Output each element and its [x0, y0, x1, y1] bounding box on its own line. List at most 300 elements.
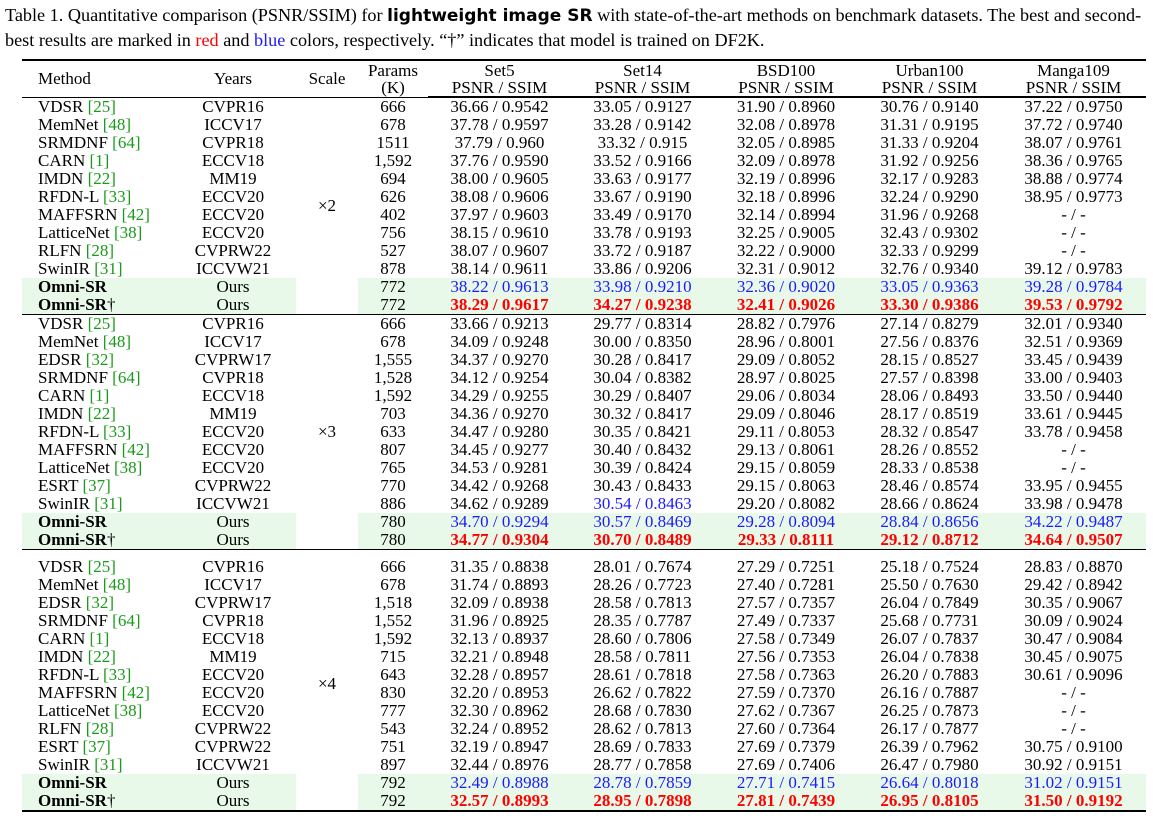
table-row	[22, 423, 1146, 441]
params-cell: 1,518	[373, 594, 413, 612]
metric-cell: 29.77 / 0.8314	[593, 314, 692, 333]
metric-cell: 30.39 / 0.8424	[593, 459, 692, 477]
method-name: SwinIR	[38, 260, 90, 278]
method-cell	[22, 441, 170, 459]
metric-cell: 39.28 / 0.9784	[1001, 278, 1146, 296]
method-cell	[22, 170, 170, 188]
metric-cell: 31.31 / 0.9195	[880, 116, 979, 134]
method-cell	[22, 684, 170, 702]
metric-cell: 32.05 / 0.8985	[736, 134, 836, 152]
years-cell: ECCV18	[201, 387, 265, 405]
metric-cell: 28.62 / 0.7813	[593, 720, 692, 738]
metric-cell: 28.68 / 0.7830	[593, 702, 692, 720]
method-name: Omni-SR	[38, 278, 107, 296]
metric-cell: 32.01 / 0.9340	[1024, 314, 1123, 333]
method-citation: [32]	[85, 594, 115, 612]
years-cell: ECCV20	[201, 423, 265, 441]
method-name: VDSR	[38, 314, 84, 333]
metric-cell: 32.31 / 0.9012	[736, 260, 836, 278]
metric-cell: 33.63 / 0.9177	[593, 170, 692, 188]
metric-cell: 34.22 / 0.9487	[1001, 513, 1146, 531]
method-cell	[22, 513, 170, 531]
metric-cell: 26.16 / 0.7887	[880, 684, 979, 702]
metric-cell: 38.08 / 0.9606	[450, 188, 549, 206]
method-cell	[22, 612, 170, 630]
metric-cell: 32.28 / 0.8957	[450, 666, 549, 684]
method-name: ESRT	[38, 477, 79, 495]
table-row	[22, 134, 1146, 152]
metric-cell: 32.57 / 0.8993	[428, 792, 571, 810]
method-name: ESRT	[38, 738, 79, 756]
method-name: VDSR	[38, 97, 84, 116]
metric-cell: 26.62 / 0.7822	[593, 684, 692, 702]
metric-cell: 34.27 / 0.9238	[571, 296, 714, 315]
table-row	[22, 594, 1146, 612]
metric-cell: 30.75 / 0.9100	[1024, 738, 1123, 756]
metric-cell: 30.35 / 0.9067	[1024, 594, 1123, 612]
metric-cell: 28.26 / 0.7723	[593, 576, 692, 594]
metric-cell: 27.69 / 0.7379	[736, 738, 836, 756]
metric-cell: 32.30 / 0.8962	[450, 702, 549, 720]
metric-cell: 26.17 / 0.7877	[880, 720, 979, 738]
metric-cell: 32.24 / 0.9290	[880, 188, 979, 206]
years-cell: MM19	[209, 405, 257, 423]
caption-part2: with state-of-the-art methods on benchmark datasets. The best and second-best results are marked in	[5, 5, 1142, 50]
years-cell: CVPRW17	[194, 594, 272, 612]
metric-cell: 27.56 / 0.8376	[880, 333, 979, 351]
years-cell: ECCV18	[201, 630, 265, 648]
years-cell: CVPRW22	[194, 738, 272, 756]
metric-cell: 27.56 / 0.7353	[736, 648, 836, 666]
method-citation: [1]	[89, 387, 110, 405]
metric-cell: 30.29 / 0.8407	[593, 387, 692, 405]
params-cell: 678	[380, 576, 406, 594]
params-cell: 780	[358, 531, 428, 550]
method-name: RFDN-L	[38, 423, 99, 441]
metric-cell: 31.50 / 0.9192	[1001, 792, 1146, 810]
method-cell	[22, 423, 170, 441]
caption-bold: lightweight image SR	[387, 6, 593, 26]
params-cell: 666	[380, 97, 406, 116]
metric-cell: 27.57 / 0.8398	[880, 369, 979, 387]
method-cell	[22, 495, 170, 513]
years-cell: ECCV20	[201, 224, 265, 242]
metric-cell: 32.09 / 0.8978	[736, 152, 836, 170]
method-name: Omni-SR	[38, 531, 107, 549]
method-citation: [25]	[87, 314, 116, 333]
metric-cell: 27.29 / 0.7251	[736, 557, 836, 576]
method-citation: [37]	[82, 477, 111, 495]
metric-cell: 29.15 / 0.8059	[736, 459, 836, 477]
method-citation: [38]	[114, 224, 143, 242]
years-cell: ECCV20	[201, 666, 265, 684]
table-row	[22, 531, 1146, 550]
caption-part3: colors, respectively. “†” indicates that model is trained on DF2K.	[285, 30, 765, 50]
results-table-wrapper	[22, 59, 1146, 812]
metric-cell: 28.60 / 0.7806	[593, 630, 692, 648]
metric-cell: 31.02 / 0.9151	[1001, 774, 1146, 792]
metric-cell: 30.40 / 0.8432	[593, 441, 692, 459]
metric-cell: 28.26 / 0.8552	[880, 441, 979, 459]
metric-cell: 38.36 / 0.9765	[1024, 152, 1123, 170]
years-cell: ECCV20	[201, 459, 265, 477]
method-citation: [64]	[112, 369, 141, 387]
method-name: SRMDNF	[38, 134, 108, 152]
metric-cell: 34.64 / 0.9507	[1001, 531, 1146, 550]
metric-cell: 28.84 / 0.8656	[858, 513, 1001, 531]
params-cell: 878	[380, 260, 406, 278]
table-row	[22, 98, 1146, 117]
metric-cell: 38.95 / 0.9773	[1024, 188, 1123, 206]
years-cell: ECCV20	[201, 441, 265, 459]
metric-cell: 33.78 / 0.9193	[593, 224, 692, 242]
metric-cell: 29.09 / 0.8052	[736, 351, 836, 369]
method-cell	[22, 134, 170, 152]
metric-cell: 33.32 / 0.915	[597, 134, 688, 152]
params-cell: 543	[380, 720, 406, 738]
method-cell	[22, 459, 170, 477]
table-row	[22, 774, 1146, 792]
metric-cell: 38.88 / 0.9774	[1024, 170, 1123, 188]
table-row	[22, 315, 1146, 334]
metric-cell: 33.00 / 0.9403	[1024, 369, 1123, 387]
metric-cell: 27.49 / 0.7337	[736, 612, 836, 630]
metric-cell: 33.66 / 0.9213	[450, 314, 549, 333]
metric-cell: 30.92 / 0.9151	[1024, 756, 1123, 774]
metric-cell: 31.74 / 0.8893	[450, 576, 549, 594]
method-cell	[22, 152, 170, 170]
method-name: Omni-SR	[38, 792, 107, 810]
method-name: Omni-SR	[38, 296, 107, 314]
method-citation: [38]	[114, 459, 143, 477]
params-cell: 807	[380, 441, 406, 459]
method-name: MAFFSRN	[38, 441, 118, 459]
method-citation: [22]	[87, 170, 116, 188]
metric-cell: 30.45 / 0.9075	[1024, 648, 1123, 666]
method-citation: [31]	[94, 260, 123, 278]
metric-cell: 38.22 / 0.9613	[428, 278, 571, 296]
metric-cell: 27.60 / 0.7364	[736, 720, 836, 738]
metric-cell: 32.14 / 0.8994	[736, 206, 836, 224]
method-citation: [33]	[103, 423, 132, 441]
table-row	[22, 405, 1146, 423]
metric-cell: 32.43 / 0.9302	[880, 224, 979, 242]
table-row	[22, 152, 1146, 170]
metric-cell: 28.78 / 0.7859	[571, 774, 714, 792]
params-cell: 678	[380, 116, 406, 134]
metric-cell: 34.62 / 0.9289	[450, 495, 549, 513]
metric-cell: 28.97 / 0.8025	[736, 369, 836, 387]
method-cell	[22, 206, 170, 224]
metric-cell: 33.05 / 0.9127	[593, 97, 692, 116]
years-cell: CVPR18	[202, 612, 264, 630]
years-cell: CVPRW17	[194, 351, 272, 369]
metric-cell: 37.78 / 0.9597	[450, 116, 549, 134]
metric-cell: 32.08 / 0.8978	[736, 116, 836, 134]
metric-cell: 32.20 / 0.8953	[450, 684, 549, 702]
header-dataset-set14: Set14	[623, 61, 662, 79]
metric-cell: 32.36 / 0.9020	[714, 278, 858, 296]
method-citation: [25]	[87, 557, 116, 576]
method-cell	[22, 369, 170, 387]
params-cell: 527	[380, 242, 406, 260]
metric-cell: 34.53 / 0.9281	[450, 459, 549, 477]
metric-cell: 26.47 / 0.7980	[880, 756, 979, 774]
metric-cell: 37.79 / 0.960	[454, 134, 545, 152]
metric-cell: 30.61 / 0.9096	[1024, 666, 1123, 684]
metric-cell: 25.50 / 0.7630	[880, 576, 979, 594]
method-name: SRMDNF	[38, 369, 108, 387]
method-cell	[22, 351, 170, 369]
metric-cell: 32.49 / 0.8988	[428, 774, 571, 792]
caption-red-word: red	[195, 30, 219, 50]
metric-cell: - / -	[1061, 459, 1086, 477]
dagger-mark: †	[106, 792, 116, 810]
params-cell: 756	[380, 224, 406, 242]
params-cell: 1,592	[373, 152, 413, 170]
params-cell: 633	[380, 423, 406, 441]
metric-cell: 28.35 / 0.7787	[593, 612, 692, 630]
metric-cell: 34.36 / 0.9270	[450, 405, 549, 423]
metric-cell: 33.67 / 0.9190	[593, 188, 692, 206]
method-cell	[22, 630, 170, 648]
method-name: RFDN-L	[38, 188, 99, 206]
scale-group	[22, 315, 1146, 550]
metric-cell: 27.81 / 0.7439	[714, 792, 858, 810]
params-cell: 402	[380, 206, 406, 224]
table-row	[22, 296, 1146, 315]
years-cell: Ours	[170, 531, 296, 550]
params-cell: 1,592	[373, 387, 413, 405]
method-citation: [42]	[121, 441, 150, 459]
params-cell: 772	[358, 278, 428, 296]
years-cell: Ours	[170, 278, 296, 296]
table-row	[22, 738, 1146, 756]
metric-cell: - / -	[1061, 441, 1086, 459]
method-cell	[22, 792, 170, 810]
method-cell	[22, 278, 170, 296]
params-cell: 678	[380, 333, 406, 351]
header-metric-urban100: PSNR / SSIM	[858, 79, 1001, 97]
metric-cell: 31.96 / 0.8925	[450, 612, 549, 630]
caption-part1: Table 1. Quantitative comparison (PSNR/SSIM) for	[5, 5, 388, 25]
method-cell	[22, 315, 170, 334]
method-citation: [48]	[102, 116, 132, 134]
method-cell	[22, 224, 170, 242]
method-name: EDSR	[38, 351, 82, 369]
metric-cell: 38.14 / 0.9611	[450, 260, 549, 278]
method-cell	[22, 648, 170, 666]
table-row	[22, 170, 1146, 188]
metric-cell: 32.13 / 0.8937	[450, 630, 549, 648]
params-cell: 1511	[376, 134, 410, 152]
method-citation: [22]	[87, 648, 116, 666]
method-cell	[22, 576, 170, 594]
metric-cell: 32.24 / 0.8952	[450, 720, 549, 738]
header-dataset-urban100: Urban100	[895, 61, 964, 79]
metric-cell: 33.86 / 0.9206	[593, 260, 692, 278]
metric-cell: 31.96 / 0.9268	[880, 206, 979, 224]
method-citation: [37]	[82, 738, 111, 756]
metric-cell: 38.07 / 0.9761	[1024, 134, 1123, 152]
metric-cell: 28.46 / 0.8574	[880, 477, 979, 495]
scale-cell: ×3	[317, 422, 337, 441]
table-row	[22, 702, 1146, 720]
metric-cell: 30.32 / 0.8417	[593, 405, 692, 423]
dagger-mark: †	[106, 296, 116, 314]
table-row	[22, 477, 1146, 495]
metric-cell: 30.47 / 0.9084	[1024, 630, 1123, 648]
metric-cell: 26.25 / 0.7873	[880, 702, 979, 720]
metric-cell: 33.72 / 0.9187	[593, 242, 692, 260]
metric-cell: 39.53 / 0.9792	[1001, 296, 1146, 315]
metric-cell: 32.51 / 0.9369	[1024, 333, 1123, 351]
method-cell	[22, 531, 170, 550]
metric-cell: 26.95 / 0.8105	[858, 792, 1001, 810]
header-metric-set5: PSNR / SSIM	[428, 79, 571, 97]
metric-cell: 32.21 / 0.8948	[450, 648, 549, 666]
table-caption	[5, 3, 1150, 52]
params-cell: 751	[380, 738, 406, 756]
method-citation: [32]	[85, 351, 115, 369]
table-row	[22, 630, 1146, 648]
metric-cell: 34.29 / 0.9255	[450, 387, 549, 405]
params-cell: 780	[358, 513, 428, 531]
method-name: SwinIR	[38, 495, 90, 513]
metric-cell: 34.12 / 0.9254	[450, 369, 549, 387]
method-cell	[22, 405, 170, 423]
metric-cell: 29.28 / 0.8094	[714, 513, 858, 531]
table-row	[22, 224, 1146, 242]
method-cell	[22, 387, 170, 405]
metric-cell: 32.33 / 0.9299	[880, 242, 979, 260]
metric-cell: 27.62 / 0.7367	[736, 702, 836, 720]
years-cell: Ours	[170, 774, 296, 792]
method-citation: [33]	[103, 666, 132, 684]
table-row	[22, 278, 1146, 296]
years-cell: Ours	[170, 792, 296, 810]
method-name: CARN	[38, 387, 86, 405]
params-cell: 792	[358, 792, 428, 810]
method-name: RFDN-L	[38, 666, 99, 684]
method-cell	[22, 594, 170, 612]
metric-cell: 36.66 / 0.9542	[450, 97, 549, 116]
metric-cell: 29.42 / 0.8942	[1024, 576, 1123, 594]
metric-cell: 37.22 / 0.9750	[1024, 97, 1123, 116]
method-name: LatticeNet	[38, 224, 110, 242]
metric-cell: - / -	[1061, 206, 1086, 224]
metric-cell: 26.39 / 0.7962	[880, 738, 979, 756]
metric-cell: 30.00 / 0.8350	[593, 333, 692, 351]
table-row	[22, 666, 1146, 684]
method-citation: [1]	[89, 152, 110, 170]
table-row	[22, 684, 1146, 702]
metric-cell: 33.78 / 0.9458	[1024, 423, 1123, 441]
metric-cell: - / -	[1061, 702, 1086, 720]
metric-cell: 33.45 / 0.9439	[1024, 351, 1123, 369]
scale-group	[22, 550, 1146, 811]
method-name: CARN	[38, 630, 86, 648]
table-row	[22, 459, 1146, 477]
table-row	[22, 242, 1146, 260]
metric-cell: 33.05 / 0.9363	[858, 278, 1001, 296]
years-cell: CVPRW22	[194, 477, 272, 495]
metric-cell: 32.22 / 0.9000	[736, 242, 836, 260]
years-cell: CVPRW22	[194, 242, 272, 260]
method-citation: [28]	[85, 720, 115, 738]
method-cell	[22, 98, 170, 117]
metric-cell: 30.76 / 0.9140	[880, 97, 979, 116]
years-cell: MM19	[209, 648, 257, 666]
years-cell: ICCV17	[204, 576, 262, 594]
metric-cell: 28.01 / 0.7674	[593, 557, 692, 576]
table-row	[22, 648, 1146, 666]
metric-cell: 30.09 / 0.9024	[1024, 612, 1123, 630]
method-name: MemNet	[38, 116, 99, 134]
caption-and: and	[218, 30, 254, 50]
params-cell: 830	[380, 684, 406, 702]
metric-cell: - / -	[1061, 242, 1086, 260]
metric-cell: 29.11 / 0.8053	[737, 423, 835, 441]
metric-cell: 26.07 / 0.7837	[880, 630, 979, 648]
method-name: LatticeNet	[38, 702, 110, 720]
years-cell: ECCV20	[201, 702, 265, 720]
metric-cell: 26.20 / 0.7883	[880, 666, 979, 684]
params-cell: 897	[380, 756, 406, 774]
method-name: MAFFSRN	[38, 206, 118, 224]
method-name: CARN	[38, 152, 86, 170]
params-cell: 666	[380, 314, 406, 333]
params-cell: 626	[380, 188, 406, 206]
metric-cell: 27.71 / 0.7415	[714, 774, 858, 792]
metric-cell: 26.04 / 0.7849	[880, 594, 979, 612]
metric-cell: 28.66 / 0.8624	[880, 495, 979, 513]
table-row	[22, 206, 1146, 224]
metric-cell: 33.95 / 0.9455	[1024, 477, 1123, 495]
metric-cell: 25.18 / 0.7524	[880, 557, 979, 576]
params-cell: 666	[380, 557, 406, 576]
header-metric-manga109: PSNR / SSIM	[1001, 79, 1146, 97]
header-params: Params	[367, 61, 419, 79]
metric-cell: 33.49 / 0.9170	[593, 206, 692, 224]
header-scale: Scale	[308, 69, 346, 89]
metric-cell: 33.98 / 0.9210	[571, 278, 714, 296]
params-cell: 1,552	[373, 612, 413, 630]
metric-cell: 33.50 / 0.9440	[1024, 387, 1123, 405]
metric-cell: 39.12 / 0.9783	[1024, 260, 1123, 278]
method-cell	[22, 242, 170, 260]
method-citation: [33]	[103, 188, 132, 206]
metric-cell: 28.61 / 0.7818	[593, 666, 692, 684]
metric-cell: 32.19 / 0.8947	[450, 738, 549, 756]
years-cell: ICCV17	[204, 333, 262, 351]
metric-cell: 29.12 / 0.8712	[858, 531, 1001, 550]
params-cell: 886	[380, 495, 406, 513]
method-cell	[22, 188, 170, 206]
years-cell: CVPR18	[202, 369, 264, 387]
table-row	[22, 351, 1146, 369]
metric-cell: 37.76 / 0.9590	[450, 152, 549, 170]
metric-cell: 30.35 / 0.8421	[593, 423, 692, 441]
years-cell: ICCVW21	[196, 495, 270, 513]
metric-cell: 34.45 / 0.9277	[450, 441, 549, 459]
metric-cell: 27.40 / 0.7281	[736, 576, 836, 594]
metric-cell: 30.28 / 0.8417	[593, 351, 692, 369]
table-row	[22, 333, 1146, 351]
method-name: IMDN	[38, 170, 84, 188]
table-row	[22, 576, 1146, 594]
metric-cell: 31.35 / 0.8838	[450, 557, 549, 576]
